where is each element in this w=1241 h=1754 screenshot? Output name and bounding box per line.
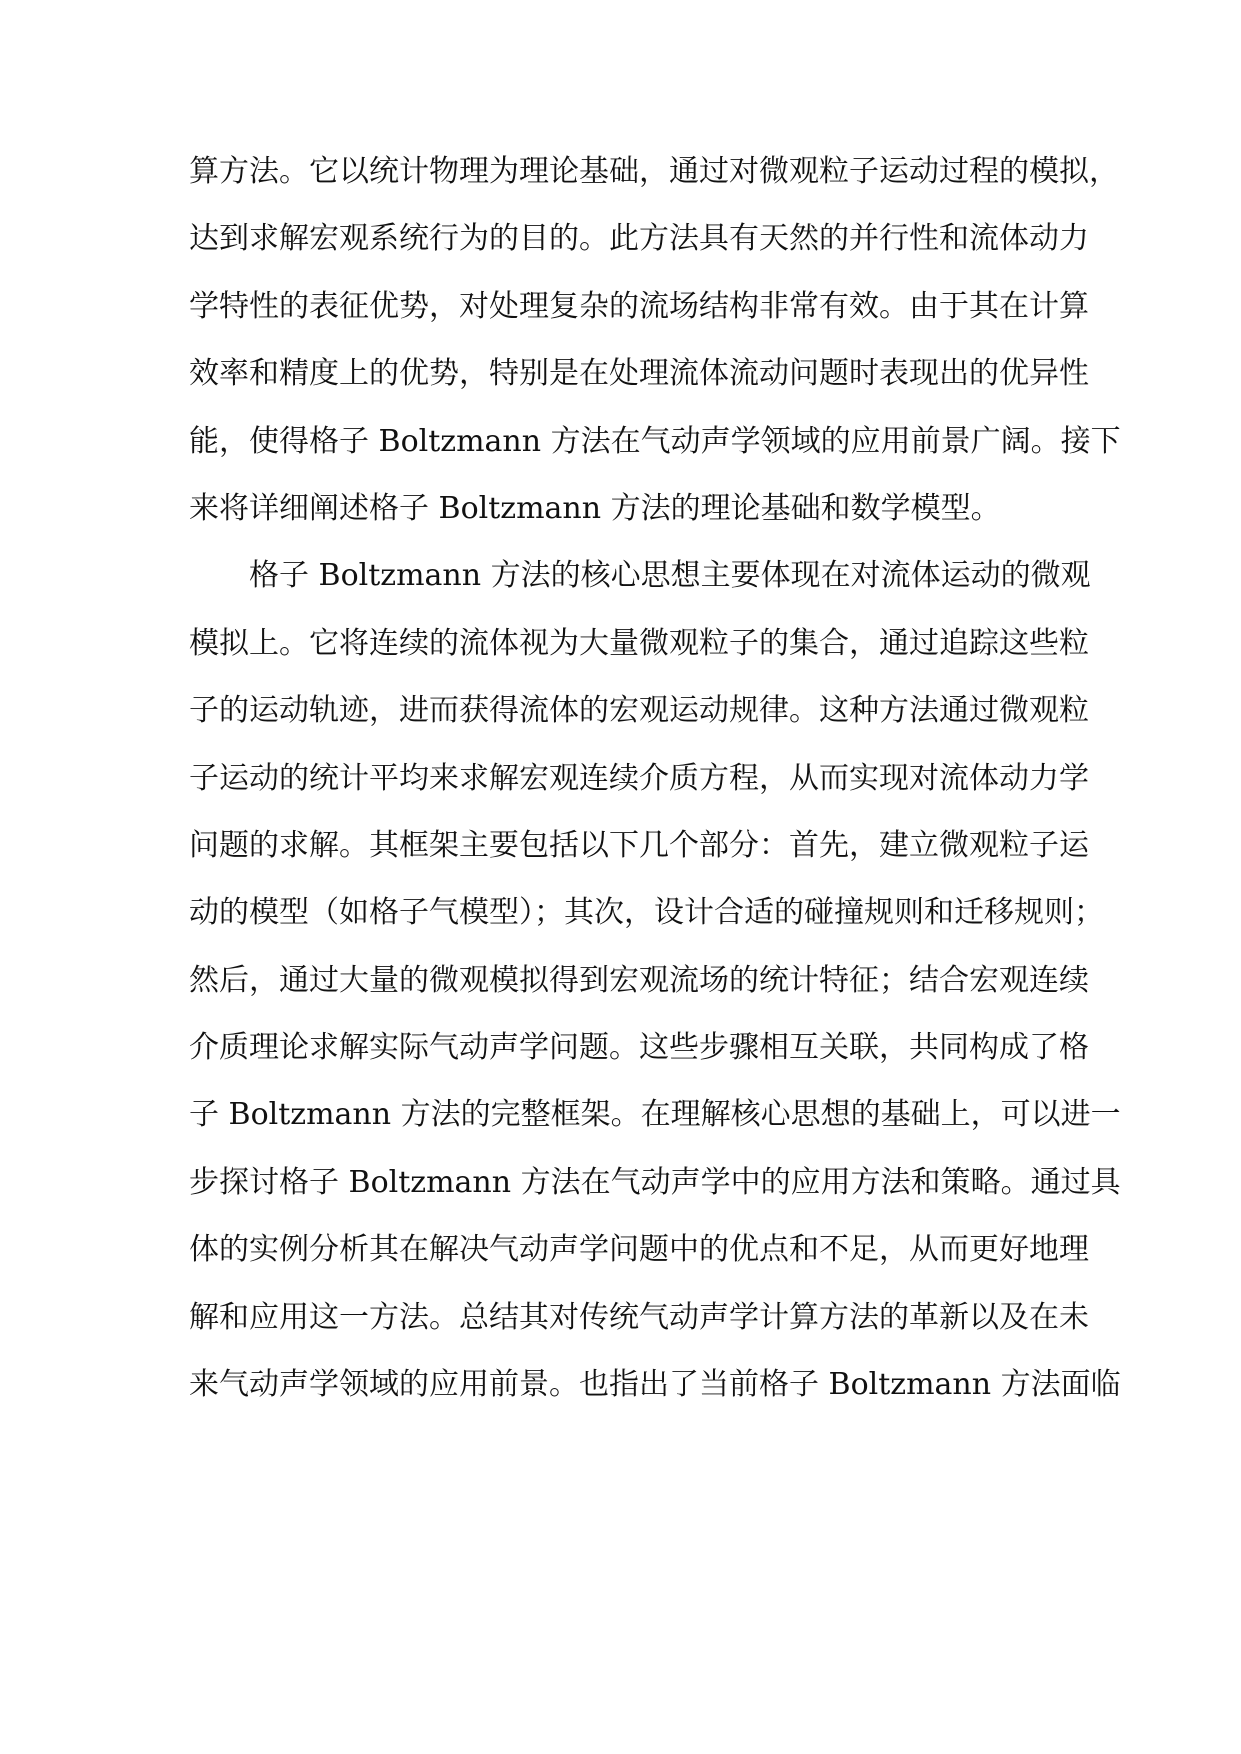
text-line: 来气动声学领域的应用前景。也指出了当前格子 Boltzmann 方法面临 [189, 1367, 1121, 1403]
text-line: 问题的求解。其框架主要包括以下几个部分：首先，建立微观粒子运 [189, 827, 1089, 863]
text-line: 子 Boltzmann 方法的完整框架。在理解核心思想的基础上，可以进一 [189, 1097, 1121, 1133]
text-line: 算方法。它以统计物理为理论基础，通过对微观粒子运动过程的模拟， [189, 154, 1119, 189]
text-line: 解和应用这一方法。总结其对传统气动声学计算方法的革新以及在未 [189, 1299, 1089, 1335]
text-line: 子运动的统计平均来求解宏观连续介质方程，从而实现对流体动力学 [189, 760, 1089, 796]
text-line: 学特性的表征优势，对处理复杂的流场结构非常有效。由于其在计算 [189, 288, 1089, 324]
text-line: 子的运动轨迹，进而获得流体的宏观运动规律。这种方法通过微观粒 [189, 693, 1089, 729]
body-text [189, 138, 1121, 1418]
text-line: 动的模型（如格子气模型）；其次，设计合适的碰撞规则和迁移规则； [189, 895, 1104, 931]
text-line: 效率和精度上的优势，特别是在处理流体流动问题时表现出的优异性 [189, 356, 1089, 392]
text-line: 然后，通过大量的微观模拟得到宏观流场的统计特征；结合宏观连续 [189, 962, 1089, 998]
text-line: 格子 Boltzmann 方法的核心思想主要体现在对流体运动的微观 [249, 558, 1091, 594]
text-line: 模拟上。它将连续的流体视为大量微观粒子的集合，通过追踪这些粒 [189, 625, 1089, 661]
paragraph-1 [189, 138, 1121, 542]
paragraph-2 [189, 542, 1121, 1418]
text-line: 体的实例分析其在解决气动声学问题中的优点和不足，从而更好地理 [189, 1232, 1089, 1268]
text-line: 来将详细阐述格子 Boltzmann 方法的理论基础和数学模型。 [189, 490, 1001, 526]
text-line: 达到求解宏观系统行为的目的。此方法具有天然的并行性和流体动力 [189, 221, 1089, 257]
text-line: 介质理论求解实际气动声学问题。这些步骤相互关联，共同构成了格 [189, 1030, 1089, 1066]
text-line: 步探讨格子 Boltzmann 方法在气动声学中的应用方法和策略。通过具 [189, 1164, 1121, 1200]
text-line: 能，使得格子 Boltzmann 方法在气动声学领域的应用前景广阔。接下 [189, 423, 1121, 459]
